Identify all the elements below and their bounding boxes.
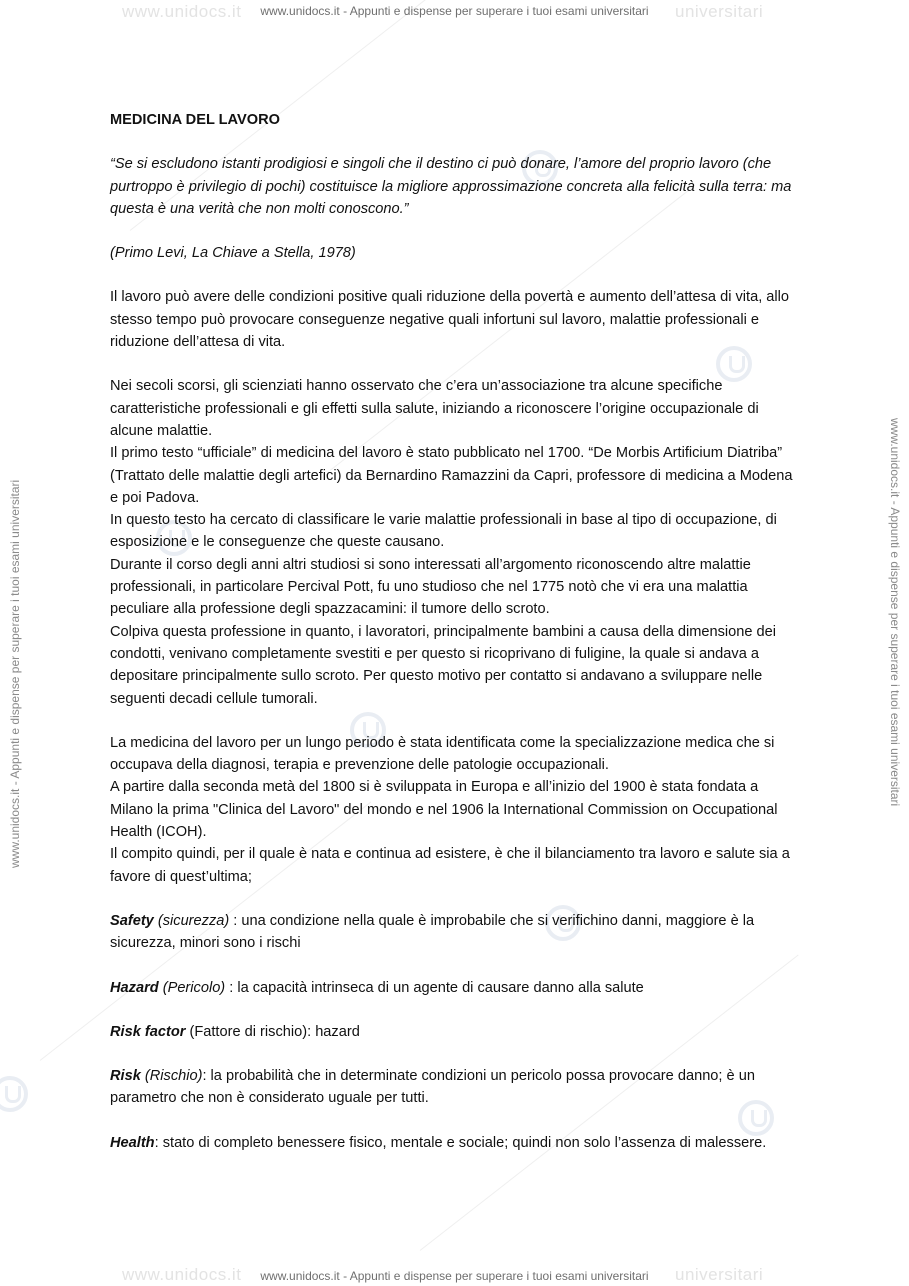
watermark-ghost-text: universitari xyxy=(675,2,764,21)
definition-translation: (Rischio) xyxy=(140,1068,203,1085)
definition-term: Hazard xyxy=(110,979,159,996)
document-title: MEDICINA DEL LAVORO xyxy=(110,112,280,128)
paragraph: Il primo testo “ufficiale” di medicina del lavoro è stato pubblicato nel 1700. “De Morbis Artificium Diatriba” (Trattato delle malattie degli artefici) da Bernardino Ramazzini da Capri, professore di medicina a Modena e poi Padova. xyxy=(110,445,793,506)
definition-text: : stato di completo benessere fisico, mentale e sociale; quindi non solo l’assenza di malessere. xyxy=(154,1134,767,1151)
paragraph: Colpiva questa professione in quanto, i lavoratori, principalmente bambini a causa della dimensione dei condotti, venivano completamente svestiti e per questo si ricoprivano di fuligine, la quale si andava a depositare principalmente sullo scroto. Per questo motivo per contatto si andavano a sviluppare nelle seguenti decadi cellule tumorali. xyxy=(110,623,777,707)
paragraph: A partire dalla seconda metà del 1800 si è sviluppata in Europa e all’inizio del 1900 è stata fondata a Milano la prima "Clinica del Lavoro" del mondo e nel 1906 la International Commission on Occupational Health (ICOH). xyxy=(110,779,778,841)
definition-text: : una condizione nella quale è improbabile che si verifichino danni, maggiore è la sicurezza, minori sono i rischi xyxy=(110,912,755,952)
unidocs-logo-icon xyxy=(0,1076,28,1112)
definition-term: Risk xyxy=(110,1068,141,1085)
definition-term: Risk factor xyxy=(110,1023,186,1040)
paragraph: Il lavoro può avere delle condizioni positive quali riduzione della povertà e aumento dell’attesa di vita, allo stesso tempo può provocare conseguenze negative quali infortuni sul lavoro, malattie professionali e riduzione dell’attesa di vita. xyxy=(110,289,790,351)
definition-text: (Fattore di rischio): hazard xyxy=(185,1023,360,1040)
definition-translation: (sicurezza) xyxy=(153,912,230,929)
document-body xyxy=(110,109,800,1154)
definition-term: Health xyxy=(110,1134,155,1151)
watermark-ghost-text: www.unidocs.it xyxy=(122,2,242,21)
watermark-ghost-text: universitari xyxy=(675,1265,764,1284)
definition-health xyxy=(110,1132,800,1154)
definition-hazard xyxy=(110,977,800,999)
watermark-side-left: www.unidocs.it - Appunti e dispense per superare i tuoi esami universitari xyxy=(8,479,22,868)
opening-quote: “Se si escludono istanti prodigiosi e singoli che il destino ci può donare, l’amore del proprio lavoro (che purtroppo è privilegio di pochi) costituisce la migliore approssimazione concreta alla felicità sulla terra: ma questa è una verità che non molti conoscono.” xyxy=(110,156,792,217)
paragraph: Nei secoli scorsi, gli scienziati hanno osservato che c’era un’associazione tra alcune specifiche caratteristiche professionali e gli effetti sulla salute, iniziando a riconoscere l’origine occupazionale di alcune malattie. xyxy=(110,378,759,439)
watermark-side-right: www.unidocs.it - Appunti e dispense per superare i tuoi esami universitari xyxy=(888,418,902,807)
paragraph: In questo testo ha cercato di classificare le varie malattie professionali in base al tipo di occupazione, di esposizione e le conseguenze che queste causano. xyxy=(110,512,777,551)
definition-term: Safety xyxy=(110,912,154,929)
quote-citation: (Primo Levi, La Chiave a Stella, 1978) xyxy=(110,245,356,262)
watermark-ghost-text: www.unidocs.it xyxy=(122,1265,242,1284)
definition-text: : la capacità intrinseca di un agente di causare danno alla salute xyxy=(225,979,644,996)
watermark-footer: www.unidocs.it - Appunti e dispense per superare i tuoi esami universitari xyxy=(260,1269,649,1283)
definition-text: : la probabilità che in determinate condizioni un pericolo possa provocare danno; è un parametro che non è considerato uguale per tutti. xyxy=(110,1068,755,1107)
paragraph: La medicina del lavoro per un lungo periodo è stata identificata come la specializzazione medica che si occupava della diagnosi, terapia e prevenzione delle patologie occupazionali. xyxy=(110,734,775,774)
paragraph: Durante il corso degli anni altri studiosi si sono interessati all’argomento riconoscendo altre malattie professionali, in particolare Percival Pott, fu uno studioso che nel 1775 notò che vi era una malattia peculiare alla professione degli spazzacamini: il tumore dello scroto. xyxy=(110,556,751,618)
definition-safety xyxy=(110,910,800,955)
watermark-header: www.unidocs.it - Appunti e dispense per superare i tuoi esami universitari xyxy=(260,4,649,18)
definition-translation: (Pericolo) xyxy=(158,979,226,996)
paragraph: Il compito quindi, per il quale è nata e continua ad esistere, è che il bilanciamento tra lavoro e salute sia a favore di quest’ultima; xyxy=(110,846,790,885)
definition-risk xyxy=(110,1065,800,1110)
definition-risk-factor xyxy=(110,1021,800,1043)
